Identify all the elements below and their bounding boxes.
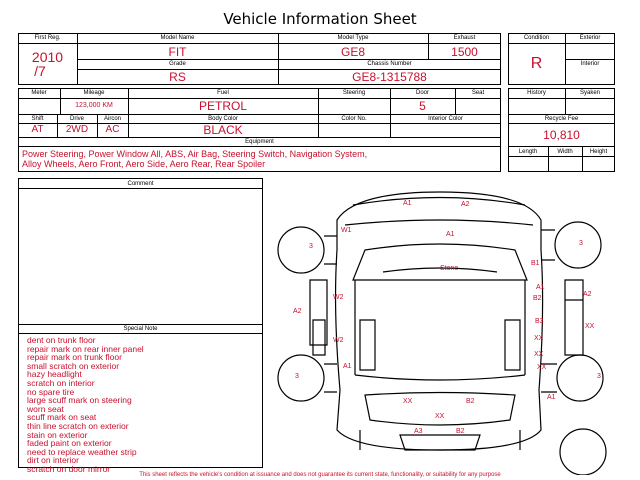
model-type: GE8 [340,45,365,59]
special-note-item: thin line scratch on exterior [27,420,129,431]
aircon: AC [105,124,120,135]
damage-mark: XX [435,413,445,420]
body-color: BLACK [203,123,243,137]
special-note-item: dirt on interior [27,455,79,466]
door-label: Door [415,90,429,96]
exterior-label: Exterior [579,35,601,41]
damage-mark: XX [534,351,544,358]
damage-mark: XX [403,398,413,405]
special-note-item: scratch on interior [27,377,95,388]
car-damage-diagram [265,180,635,475]
grade: RS [169,70,186,84]
special-note-item: repair mark on rear inner panel [27,343,144,354]
recycle-fee-label: Recycle Fee [544,116,579,122]
length-label: Length [518,149,538,155]
damage-mark: 3 [309,243,313,250]
damage-mark: A1 [547,394,556,401]
mileage: 123,000 KM [75,102,113,109]
wheel-rear-left-icon [278,355,324,401]
damage-mark: A1 [403,200,412,207]
special-note-label: Special Note [123,326,158,332]
shift: AT [31,124,44,135]
interior-color-label: Interior Color [428,116,463,122]
equipment-label: Equipment [245,139,274,145]
height-label: Height [589,149,608,155]
steering-label: Steering [342,90,366,96]
seat-label: Seat [471,90,485,96]
special-note-item: small scratch on exterior [27,360,120,371]
recycle-fee: 10,810 [543,128,580,142]
wheel-front-right-icon [555,222,601,268]
first-reg-year: 2010 [31,49,64,65]
damage-mark: W2 [333,294,344,301]
grade-label: Grade [169,61,186,67]
wheel-front-left-icon [278,227,324,273]
first-reg-month: /7 [34,63,46,79]
damage-mark: A1 [343,363,352,370]
drive: 2WD [65,124,89,135]
interior-label: Interior [580,61,600,67]
special-note-item: worn seat [27,403,64,414]
body-color-label: Body Color [208,116,238,122]
special-note-item: stain on exterior [27,429,88,440]
fuel-label: Fuel [217,90,229,96]
condition: R [530,55,543,72]
fuel: PETROL [198,99,247,113]
aircon-label: Aircon [103,116,121,122]
damage-mark: A3 [414,428,423,435]
color-no-label: Color No. [341,116,367,122]
disclaimer: This sheet reflects the vehicle's condition at issuance and does not guarantee its current state, functionality, or suitability for any purpose [139,472,501,478]
damage-mark: A1 [536,284,545,291]
model-name: FIT [168,45,187,59]
special-note-item: scratch on door mirror [27,463,111,474]
model-name-label: Model Name [160,35,195,41]
exhaust: 1500 [451,45,478,59]
damage-mark: W2 [333,337,344,344]
damage-mark: 3 [295,373,299,380]
special-note-item: no spare tire [27,386,75,397]
special-note-item: large scuff mark on steering [27,395,132,406]
damage-mark: A2 [293,308,302,315]
meter-label: Meter [31,90,47,96]
special-note-item: hazy headlight [27,369,82,380]
damage-mark: 3 [579,240,583,247]
spare-wheel-icon [560,429,606,475]
damage-mark: W1 [341,227,352,234]
damage-mark: B2 [456,428,465,435]
damage-mark: A2 [583,291,592,298]
special-notes-list [27,336,144,474]
shift-label: Shift [31,116,44,122]
comment-label: Comment [127,181,154,187]
damage-mark: XX [537,364,547,371]
damage-mark: 3 [597,373,601,380]
damage-mark: XX [585,323,595,330]
chassis-number: GE8-1315788 [352,70,427,84]
width-label: Width [557,149,573,155]
door: 5 [419,99,426,113]
first-reg-label: First Reg. [34,35,61,41]
damage-mark: B2 [466,398,475,405]
history-label: History [527,90,546,96]
damage-mark: B3 [535,318,544,325]
damage-mark: Stone [440,265,459,272]
special-note-item: dent on trunk floor [27,335,96,345]
damage-mark: B2 [533,295,542,302]
damage-mark: A2 [461,201,470,208]
condition-label: Condition [523,35,550,41]
sheet-title: Vehicle Information Sheet [223,10,417,28]
exhaust-label: Exhaust [453,35,476,41]
special-note-item: repair mark on trunk floor [27,352,122,363]
syaken-label: Syaken [579,90,600,96]
equipment-list: Power Steering, Power Window All, ABS, Air Bag, Steering Switch, Navigation System, Alloy Wheels, Aero Front, Aero Side, Aero Rear, Rear Spoiler [22,149,368,169]
model-type-label: Model Type [337,35,369,41]
drive-label: Drive [69,116,84,122]
mileage-label: Mileage [83,90,105,96]
damage-mark: B1 [531,260,540,267]
special-note-item: need to replace weather strip [27,446,137,457]
damage-mark: A1 [446,231,455,238]
damage-mark: XX [534,335,544,342]
special-note-item: faded paint on exterior [27,438,112,449]
chassis-label: Chassis Number [367,61,412,67]
special-note-item: scuff mark on seat [27,412,97,423]
